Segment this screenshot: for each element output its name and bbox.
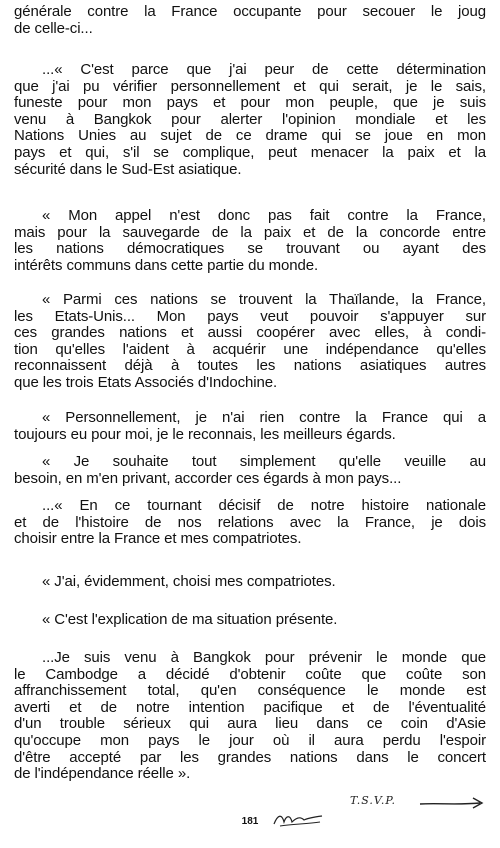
- text-line: de celle-ci...: [14, 19, 93, 37]
- text-line: ...« C'est parce que j'ai peur de cette détermination: [42, 61, 486, 78]
- paragraph-7: [14, 498, 486, 548]
- signature-text: T.S.V.P.: [350, 794, 397, 807]
- text-line: « C'est l'explication de ma situation présente.: [42, 611, 338, 628]
- paragraph-8: [14, 574, 486, 591]
- text-line: et de l'histoire de nos relations avec la France, je dois: [14, 513, 486, 531]
- text-line: affranchissement total, qu'en conséquence le monde est: [14, 682, 486, 700]
- page-number: 181: [241, 816, 259, 827]
- text-line: les Etats-Unis... Mon pays veut pouvoir s'appuyer sur: [14, 307, 486, 325]
- paragraph-10: [14, 650, 486, 783]
- text-line: Nations Unies au sujet de ce drame qui se joue en mon: [14, 127, 486, 145]
- text-line: averti et de notre intention pacifique et de l'éventualité: [14, 698, 486, 716]
- text-line: ...« En ce tournant décisif de notre histoire nationale: [42, 497, 486, 514]
- text-line: toujours eu pour moi, je le reconnais, les meilleurs égards.: [14, 425, 396, 443]
- text-line: pays et qui, s'il se complique, peut menacer la paix et la: [14, 143, 486, 161]
- text-line: « Parmi ces nations se trouvent la Thaïlande, la France,: [42, 291, 486, 308]
- paragraph-1: [14, 4, 486, 37]
- text-line: qu'occupe mon pays le jour où il aura perdu l'espoir: [14, 731, 486, 749]
- text-line: funeste pour mon pays et pour mon peuple, que je suis: [14, 94, 486, 112]
- text-line: choisir entre la France et mes compatriotes.: [14, 530, 302, 548]
- text-line: « Personnellement, je n'ai rien contre la France qui a: [42, 409, 486, 426]
- text-line: le Cambodge a décidé d'obtenir coûte que coûte son: [14, 665, 486, 683]
- text-line: d'un trouble sérieux qui aura lieu dans ce coin d'Asie: [14, 715, 486, 733]
- paragraph-4: [14, 292, 486, 392]
- text-line: venu à Bangkok pour alerter l'opinion mondiale et les: [14, 110, 486, 128]
- text-line: ces grandes nations et aussi coopérer avec elles, à condi-: [14, 324, 486, 342]
- text-line: tion qu'elles l'aident à acquérir une indépendance qu'elles: [14, 340, 486, 358]
- text-line: « Mon appel n'est donc pas fait contre la France,: [42, 207, 486, 224]
- text-line: d'être accepté par les grandes nations dans le concert: [14, 748, 486, 766]
- paragraph-9: [14, 612, 486, 629]
- arrow-right-icon: [418, 792, 488, 814]
- text-line: ...Je suis venu à Bangkok pour prévenir le monde que: [42, 649, 486, 666]
- paragraph-6: [14, 454, 486, 487]
- text-line: que les trois Etats Associés d'Indochine.: [14, 373, 278, 391]
- handwritten-signature: [350, 792, 490, 814]
- text-line: intérêts communs dans cette partie du monde.: [14, 256, 319, 274]
- paragraph-5: [14, 410, 486, 443]
- text-line: de l'indépendance réelle ».: [14, 765, 191, 783]
- text-line: « J'ai, évidemment, choisi mes compatriotes.: [42, 573, 336, 590]
- text-line: « Je souhaite tout simplement qu'elle veuille au: [42, 453, 486, 470]
- text-line: générale contre la France occupante pour secouer le joug: [14, 3, 486, 20]
- text-line: que j'ai pu vérifier personnellement et qui serait, je le sais,: [14, 77, 486, 95]
- paragraph-2: [14, 62, 486, 178]
- text-line: besoin, en m'en privant, accorder ces égards à mon pays...: [14, 469, 402, 487]
- text-line: mais pour la sauvegarde de la paix et de la concorde entre: [14, 223, 486, 241]
- text-line: les nations démocratiques se trouvant ou ayant des: [14, 240, 486, 258]
- paragraph-3: [14, 208, 486, 274]
- text-line: sécurité dans le Sud-Est asiatique.: [14, 160, 242, 178]
- text-line: reconnaissent déjà à toutes les nations asiatiques autres: [14, 357, 486, 375]
